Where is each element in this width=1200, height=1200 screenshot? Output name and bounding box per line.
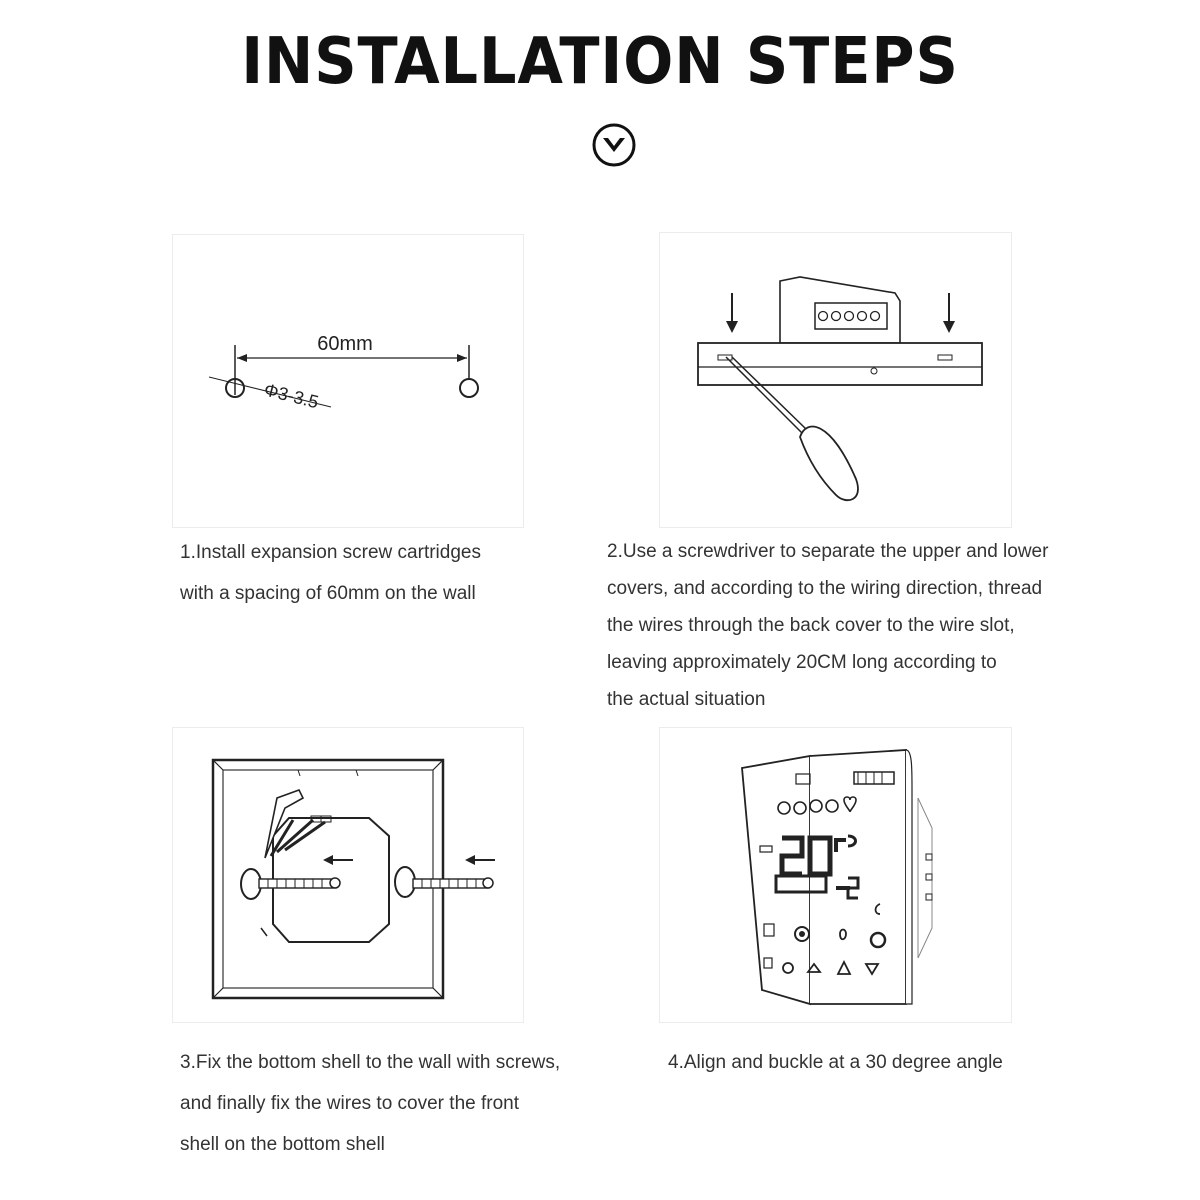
step1-caption: [180, 532, 481, 614]
step2-caption-line: 2.Use a screwdriver to separate the upper and lower: [607, 541, 1049, 562]
step2-caption-line: covers, and according to the wiring direction, thread: [607, 578, 1043, 599]
step1-diagram-panel: [172, 234, 524, 528]
step2-diagram-panel: [659, 232, 1012, 528]
step3-caption: [180, 1042, 560, 1165]
arrow-left-icon: [465, 855, 475, 865]
arrow-down-icon: [726, 321, 738, 333]
step4-caption: [668, 1042, 1003, 1083]
step2-caption-line: leaving approximately 20CM long according to: [607, 652, 997, 673]
step3-caption-line: and finally fix the wires to cover the front: [180, 1093, 519, 1114]
step2-caption: [607, 533, 1048, 718]
step2-diagram: [660, 233, 1013, 529]
step1-caption-line: 1.Install expansion screw cartridges: [180, 542, 481, 563]
step4-diagram-panel: [659, 727, 1012, 1023]
chevron-down-circle-icon: [590, 121, 638, 169]
step4-diagram: [660, 728, 1013, 1024]
spacing-label: 60mm: [317, 333, 373, 355]
step2-caption-line: the actual situation: [607, 689, 766, 710]
step3-caption-line: 3.Fix the bottom shell to the wall with screws,: [180, 1052, 561, 1073]
page-title: INSTALLATION STEPS: [241, 25, 959, 99]
diameter-label: Φ3-3.5: [262, 379, 321, 413]
step3-caption-line: shell on the bottom shell: [180, 1134, 385, 1155]
step1-diagram: [173, 235, 525, 529]
step3-diagram-panel: [172, 727, 524, 1023]
step2-caption-line: the wires through the back cover to the wire slot,: [607, 615, 1015, 636]
arrow-down-icon: [943, 321, 955, 333]
step3-diagram: [173, 728, 525, 1024]
step1-caption-line: with a spacing of 60mm on the wall: [180, 583, 476, 604]
step4-caption-line: 4.Align and buckle at a 30 degree angle: [668, 1052, 1003, 1073]
